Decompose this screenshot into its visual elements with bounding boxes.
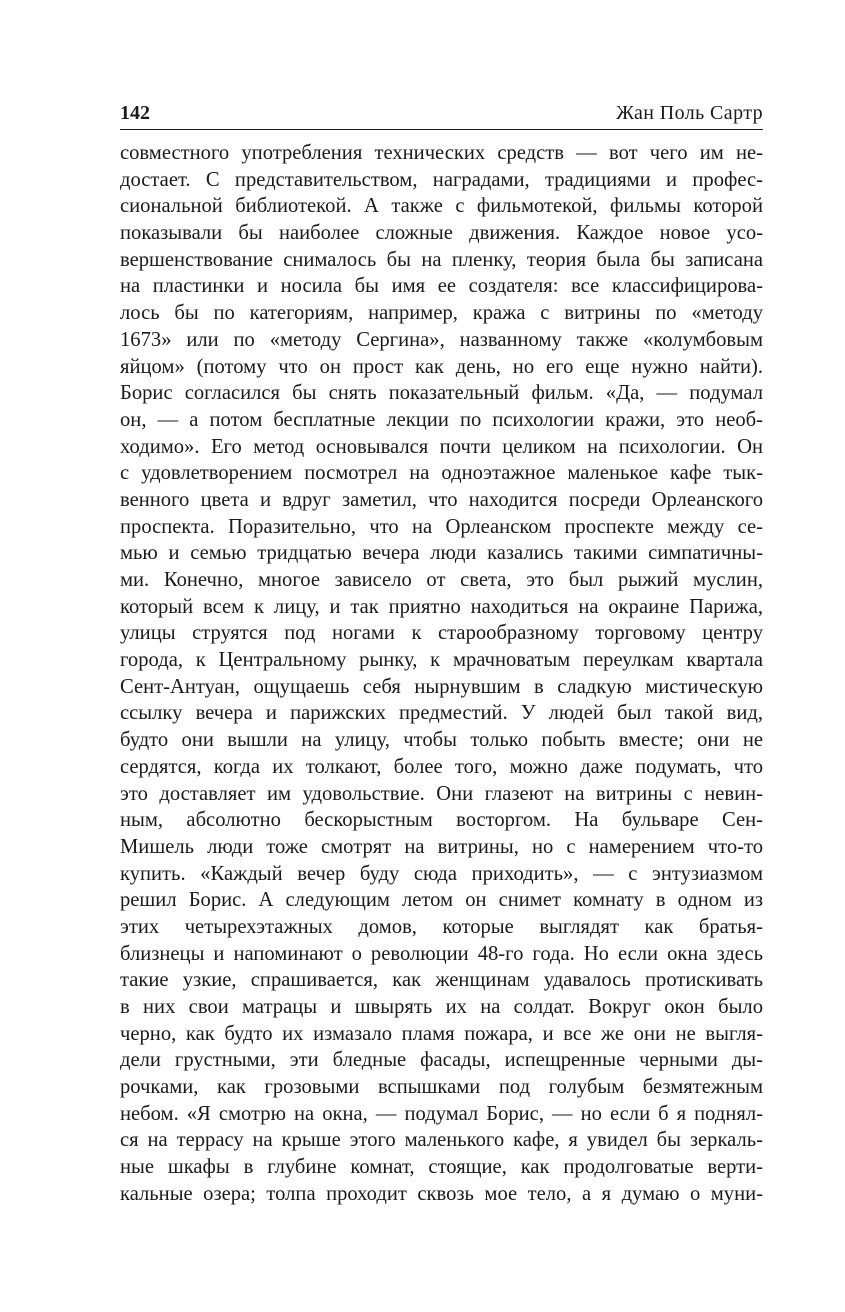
- text-line: купить. «Каждый вечер буду сюда приходить», — с энтузиазмом: [120, 862, 763, 885]
- text-line: сердятся, когда их толкают, более того, можно даже подумать, что: [120, 755, 763, 778]
- text-line: ные шкафы в глубине комнат, стоящие, как продолговатые верти-: [120, 1156, 763, 1179]
- text-line: этих четырехэтажных домов, которые выглядят как братья-: [120, 915, 763, 938]
- page-number: 142: [120, 102, 150, 124]
- text-line: проспекта. Поразительно, что на Орлеанском проспекте между се-: [120, 515, 763, 538]
- text-line: яйцом» (потому что он прост как день, но его еще нужно найти).: [120, 355, 763, 378]
- running-head-author: Жан Поль Сартр: [616, 102, 763, 124]
- text-line: сиональной библиотекой. А также с фильмотекой, фильмы которой: [120, 195, 763, 218]
- body-text: [120, 140, 763, 1208]
- text-line: рочками, как грозовыми вспышками под голубым безмятежным: [120, 1076, 763, 1099]
- text-line: ся на террасу на крыше этого маленького кафе, я увидел бы зеркаль-: [120, 1129, 763, 1152]
- text-line: вершенствование снималось бы на пленку, теория была бы записана: [120, 248, 763, 271]
- text-line: ным, абсолютно бескорыстным восторгом. На бульваре Сен-: [120, 809, 763, 832]
- text-line: который всем к лицу, и так приятно находиться на окраине Парижа,: [120, 595, 763, 618]
- text-line: достает. С представительством, наградами, традициями и профес-: [120, 168, 763, 191]
- text-line: Борис согласился бы снять показательный фильм. «Да, — подумал: [120, 382, 763, 405]
- text-line: такие узкие, спрашивается, как женщинам удавалось протискивать: [120, 969, 763, 992]
- text-line: в них свои матрацы и швырять их на солдат. Вокруг окон было: [120, 996, 763, 1018]
- text-line: будто они вышли на улицу, чтобы только побыть вместе; они не: [120, 729, 763, 752]
- book-page: [120, 100, 763, 1208]
- running-head: [120, 100, 763, 130]
- text-line: это доставляет им удовольствие. Они глазеют на витрины с невин-: [120, 782, 763, 805]
- text-line: ми. Конечно, многое зависело от света, это был рыжий муслин,: [120, 569, 763, 591]
- text-line: ссылку вечера и парижских предместий. У людей был такой вид,: [120, 702, 763, 725]
- text-line: на пластинки и носила бы имя ее создателя: все классифицирова-: [120, 275, 763, 298]
- text-line: близнецы и напоминают о революции 48-го года. Но если окна здесь: [120, 942, 763, 965]
- text-line: Сент-Антуан, ощущаешь себя нырнувшим в сладкую мистическую: [120, 675, 763, 698]
- text-line: ходимо». Его метод основывался почти целиком на психологии. Он: [120, 435, 763, 458]
- text-line: кальные озера; толпа проходит сквозь мое тело, а я думаю о муни-: [120, 1182, 763, 1205]
- text-line: черно, как будто их измазало пламя пожара, и все же они не выгля-: [120, 1022, 763, 1045]
- text-line: небом. «Я смотрю на окна, — подумал Борис, — но если б я поднял-: [120, 1102, 763, 1125]
- text-line: дели грустными, эти бледные фасады, испещренные черными ды-: [120, 1049, 763, 1072]
- text-line: мью и семью тридцатью вечера люди казались такими симпатичны-: [120, 542, 763, 565]
- text-line: улицы струятся под ногами к старообразному торговому центру: [120, 622, 763, 645]
- text-line: 1673» или по «методу Сергина», названному также «колумбовым: [120, 328, 763, 351]
- text-line: с удовлетворением посмотрел на одноэтажное маленькое кафе тык-: [120, 462, 763, 485]
- text-line: показывали бы наиболее сложные движения. Каждое новое усо-: [120, 222, 763, 245]
- text-line: Мишель люди тоже смотрят на витрины, но с намерением что-то: [120, 835, 763, 858]
- text-line: решил Борис. А следующим летом он снимет комнату в одном из: [120, 889, 763, 912]
- text-line: города, к Центральному рынку, к мрачноватым переулкам квартала: [120, 649, 763, 672]
- text-line: лось бы по категориям, например, кража с витрины по «методу: [120, 302, 763, 325]
- text-line: венного цвета и вдруг заметил, что находится посреди Орлеанского: [120, 488, 763, 511]
- text-line: совместного употребления технических средств — вот чего им не-: [120, 142, 763, 164]
- text-line: он, — а потом бесплатные лекции по психологии кражи, это необ-: [120, 408, 763, 431]
